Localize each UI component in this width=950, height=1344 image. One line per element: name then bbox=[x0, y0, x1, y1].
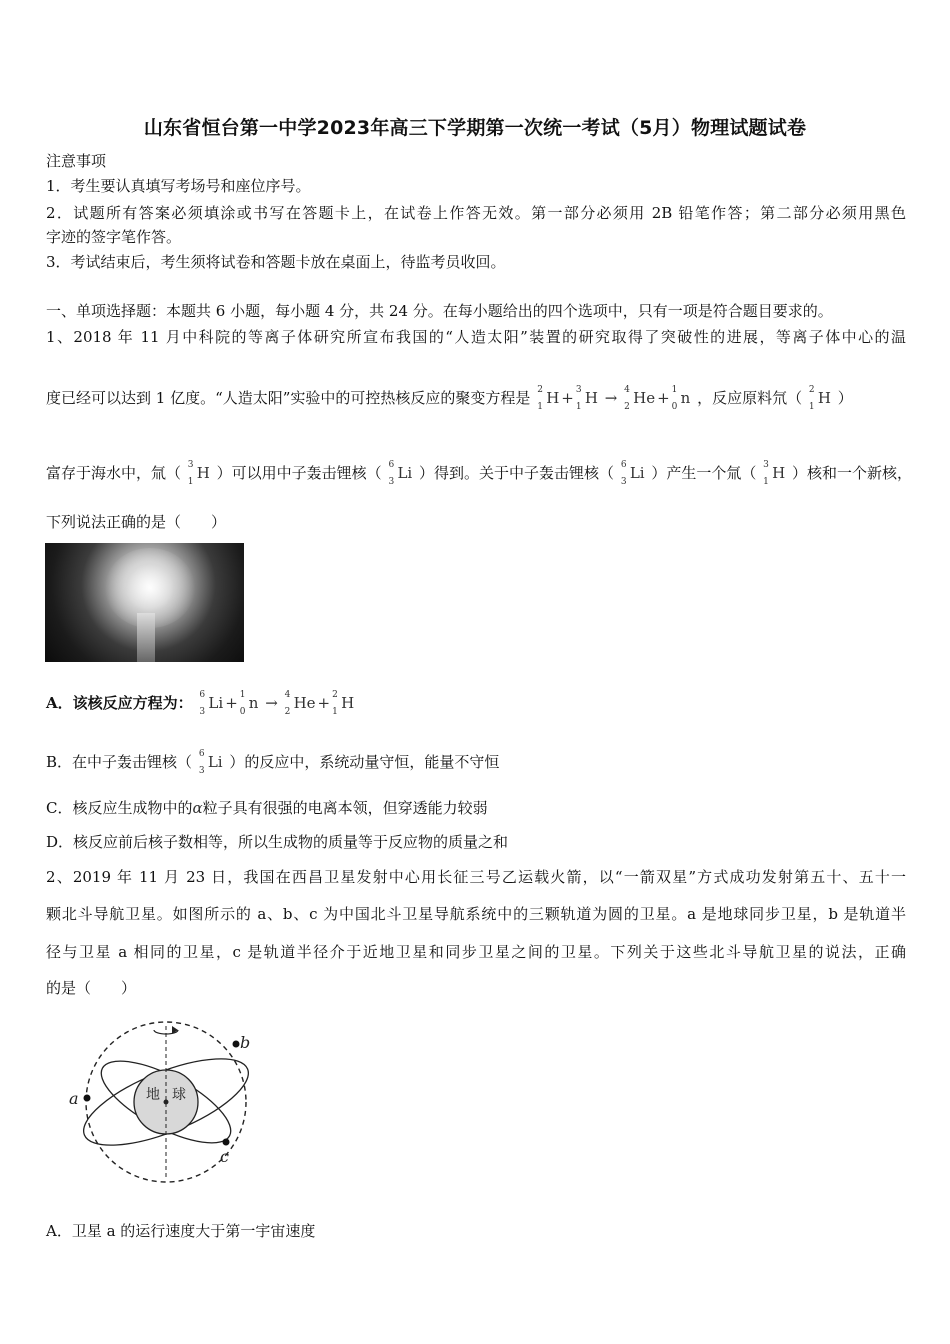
page-title: 山东省恒台第一中学2023年高三下学期第一次统一考试（5月）物理试题试卷 bbox=[143, 117, 807, 139]
helium-nuclide: 4 2 He bbox=[624, 385, 656, 412]
q1-line-2-text: 度已经可以达到 1 亿度。“人造太阳”实验中的可控热核反应的聚变方程是 bbox=[46, 389, 531, 407]
notice-item-2-cont: 字迹的签字笔作答。 bbox=[46, 228, 182, 246]
label-c: c bbox=[220, 1147, 229, 1166]
q1-line-2-text-b: ，反应原料氘（ bbox=[697, 389, 803, 407]
alpha-symbol: α bbox=[192, 799, 203, 817]
q2-line-2: 颗北斗导航卫星。如图所示的 a、b、c 为中国北斗卫星导航系统中的三颗轨道为圆的卫星。a 是地球同步卫星，b 是轨道半 bbox=[46, 905, 906, 923]
lithium-nuclide-3: 6 3 Li bbox=[198, 749, 223, 776]
tritium-nuclide-2: 3 1 H bbox=[187, 460, 210, 487]
section-heading: 一、单项选择题：本题共 6 小题，每小题 4 分，共 24 分。在每小题给出的四个选项中，只有一项是符合题目要求的。 bbox=[46, 302, 833, 320]
q1-line-4: 下列说法正确的是（ ） bbox=[46, 513, 227, 531]
q1-line-3: 富存于海水中，氚（ 3 1 H ）可以用中子轰击锂核（ 6 3 Li ）得到。关于中子轰击锂核（ 6 3 Li ）产生一个氚（ 3 1 H ）核和一个新核， bbox=[46, 460, 913, 487]
option-a-equation: 6 3 Li + 1 0 n → 4 2 He + 2 1 H bbox=[199, 690, 355, 717]
neutron: 1 0 n bbox=[671, 385, 691, 412]
q2-line-3: 径与卫星 a 相同的卫星，c 是轨道半径介于近地卫星和同步卫星之间的卫星。下列关于这些北斗导航卫星的说法，正确 bbox=[46, 943, 906, 961]
satellite-orbit-diagram bbox=[66, 1012, 266, 1188]
tritium-nuclide: 3 1 H bbox=[575, 385, 598, 412]
notice-item-1: 1．考生要认真填写考场号和座位序号。 bbox=[46, 177, 311, 195]
earth-label-right: 球 bbox=[172, 1087, 186, 1103]
satellite-c bbox=[223, 1139, 230, 1146]
notice-heading: 注意事项 bbox=[46, 152, 107, 170]
q1-option-b: B．在中子轰击锂核（ 6 3 Li ）的反应中，系统动量守恒，能量不守恒 bbox=[46, 749, 500, 776]
q1-option-d: D．核反应前后核子数相等，所以生成物的质量等于反应物的质量之和 bbox=[46, 833, 509, 851]
notice-item-2: 2．试题所有答案必须填涂或书写在答题卡上，在试卷上作答无效。第一部分必须用 2B 铅笔作答；第二部分必须用黑色 bbox=[46, 204, 906, 222]
satellite-b bbox=[233, 1041, 240, 1048]
plasma-photo bbox=[45, 543, 244, 662]
label-b: b bbox=[240, 1033, 251, 1052]
q1-option-a: A．该核反应方程为： 6 3 Li + 1 0 n → 4 2 He + 2 1 H bbox=[46, 690, 355, 717]
lithium-nuclide-2: 6 3 Li bbox=[620, 460, 645, 487]
fusion-equation: 2 1 H + 3 1 H → 4 2 He + 1 0 n bbox=[537, 385, 691, 412]
q1-line-1: 1、2018 年 11 月中科院的等离子体研究所宣布我国的“人造太阳”装置的研究取得了突破性的进展，等离子体中心的温 bbox=[46, 328, 906, 346]
q1-option-c: C．核反应生成物中的α粒子具有很强的电离本领，但穿透能力较弱 bbox=[46, 799, 488, 817]
q1-line-2: 度已经可以达到 1 亿度。“人造太阳”实验中的可控热核反应的聚变方程是 2 1 H + 3 1 H → 4 2 He + 1 0 n ，反应原料氘（ 2 1 H ） bbox=[46, 385, 853, 412]
satellite-a bbox=[84, 1095, 91, 1102]
deuterium-nuclide: 2 1 H bbox=[537, 385, 560, 412]
deuterium-nuclide-2: 2 1 H bbox=[808, 385, 831, 412]
lithium-nuclide: 6 3 Li bbox=[388, 460, 413, 487]
earth-center bbox=[164, 1100, 169, 1105]
q2-line-4: 的是（ ） bbox=[46, 979, 137, 997]
tritium-nuclide-3: 3 1 H bbox=[763, 460, 786, 487]
notice-item-3: 3．考试结束后，考生须将试卷和答题卡放在桌面上，待监考员收回。 bbox=[46, 253, 506, 271]
plasma-pillar bbox=[137, 613, 155, 662]
q2-line-1: 2、2019 年 11 月 23 日，我国在西昌卫星发射中心用长征三号乙运载火箭，以“一箭双星”方式成功发射第五十、五十一 bbox=[46, 868, 906, 886]
label-a: a bbox=[69, 1089, 79, 1108]
q2-option-a: A．卫星 a 的运行速度大于第一宇宙速度 bbox=[46, 1222, 316, 1240]
earth-label-left: 地 bbox=[146, 1087, 160, 1103]
